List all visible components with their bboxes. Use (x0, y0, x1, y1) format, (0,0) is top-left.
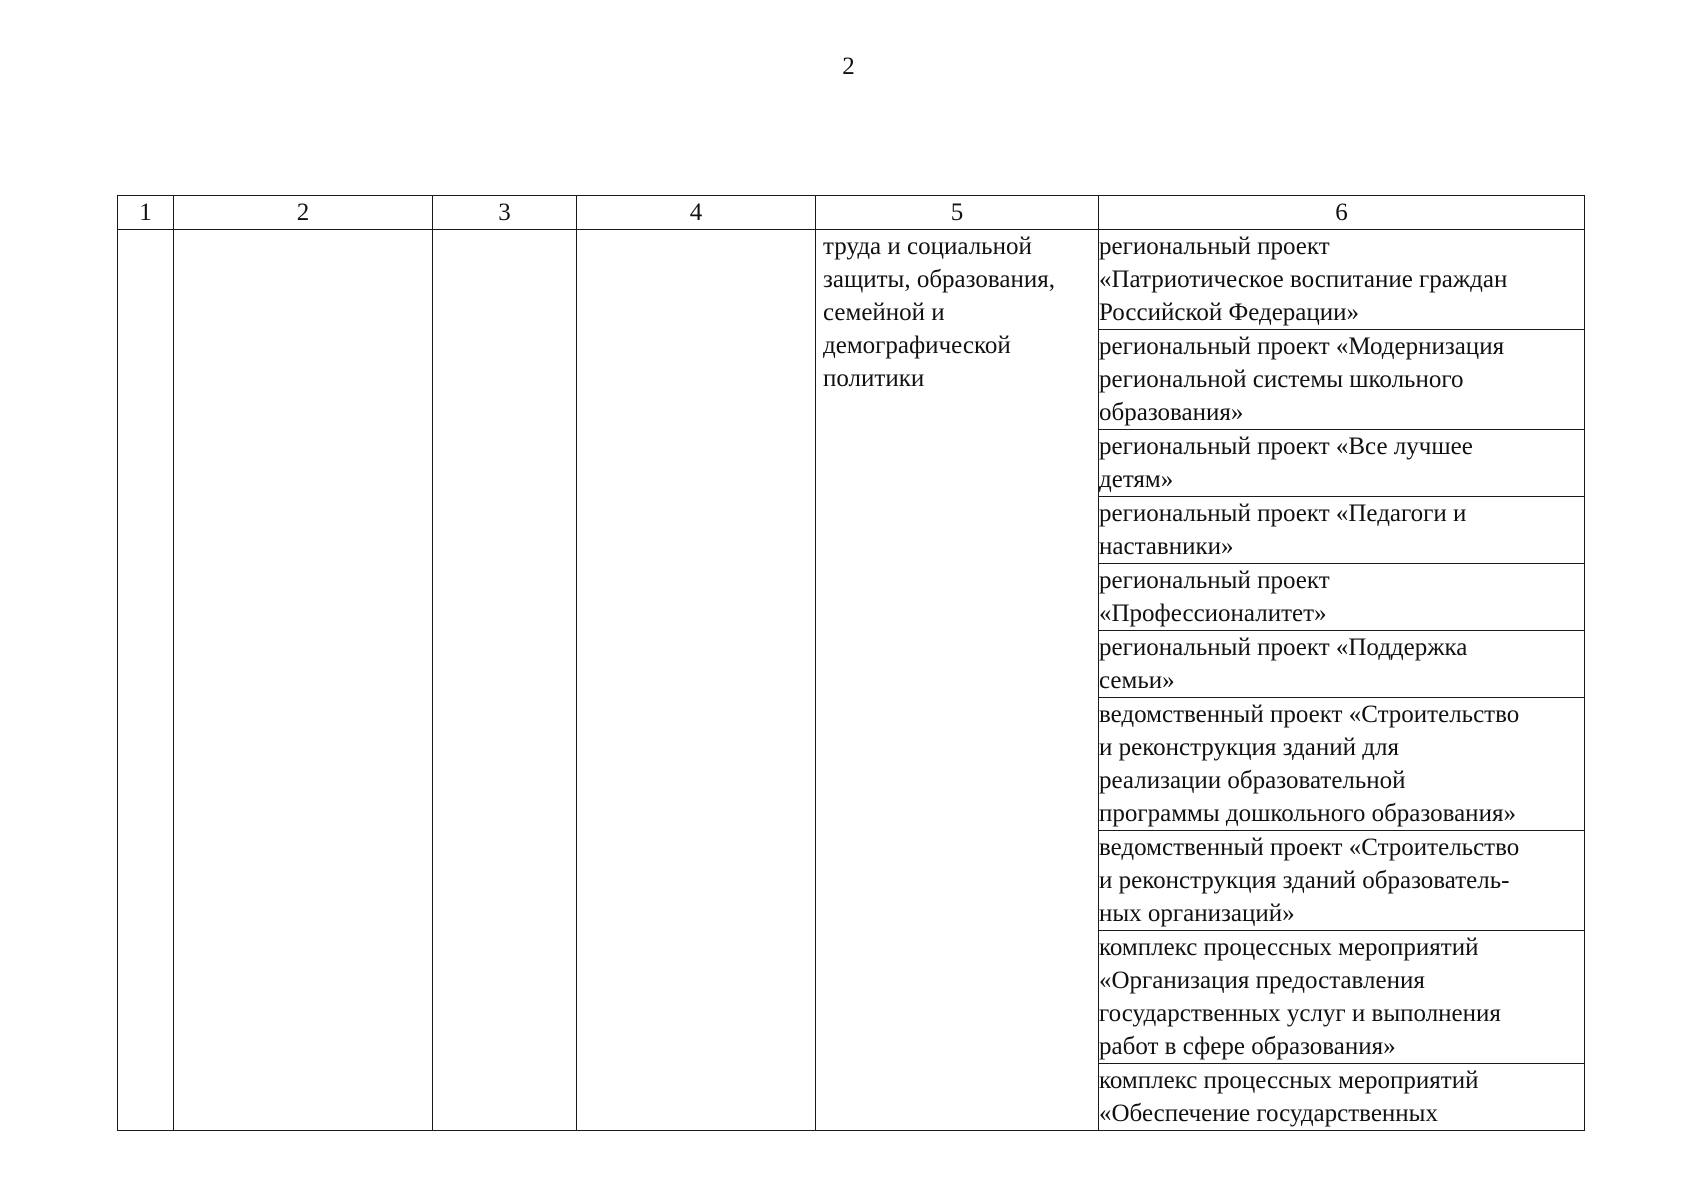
header-cell-3: 3 (433, 196, 577, 230)
project-item: региональный проект «Педагоги и наставники» (1099, 497, 1585, 564)
project-item: региональный проект «Все лучшее детям» (1099, 430, 1585, 497)
cell-col-3 (433, 230, 577, 1131)
table-header-row (118, 196, 1585, 230)
table-row (118, 230, 1585, 330)
project-item: комплекс процессных мероприятий «Организация предоставления государственных услуг и выполнения работ в сфере образования» (1099, 931, 1585, 1064)
responsible-body-text: труда и социальной защиты, образования, семейной и демографической политики (823, 233, 1055, 392)
cell-col-5 (816, 230, 1099, 1131)
project-item: ведомственный проект «Строительство и реконструкция зданий образователь- ных организаций» (1099, 831, 1585, 931)
cell-col-1 (118, 230, 174, 1131)
header-cell-4: 4 (577, 196, 816, 230)
page-number: 2 (842, 53, 855, 80)
project-item: региональный проект «Поддержка семьи» (1099, 631, 1585, 698)
cell-col-4 (577, 230, 816, 1131)
project-item: региональный проект «Патриотическое воспитание граждан Российской Федерации» (1099, 230, 1585, 330)
header-cell-5: 5 (816, 196, 1099, 230)
project-item: региональный проект «Модернизация региональной системы школьного образования» (1099, 330, 1585, 430)
programs-table (117, 195, 1585, 1131)
project-item: ведомственный проект «Строительство и реконструкция зданий для реализации образовательной программы дошкольного образования» (1099, 698, 1585, 831)
project-item: комплекс процессных мероприятий «Обеспечение государственных (1099, 1064, 1585, 1131)
header-cell-2: 2 (174, 196, 433, 230)
header-cell-6: 6 (1099, 196, 1585, 230)
project-item: региональный проект «Профессионалитет» (1099, 564, 1585, 631)
cell-col-2 (174, 230, 433, 1131)
header-cell-1: 1 (118, 196, 174, 230)
